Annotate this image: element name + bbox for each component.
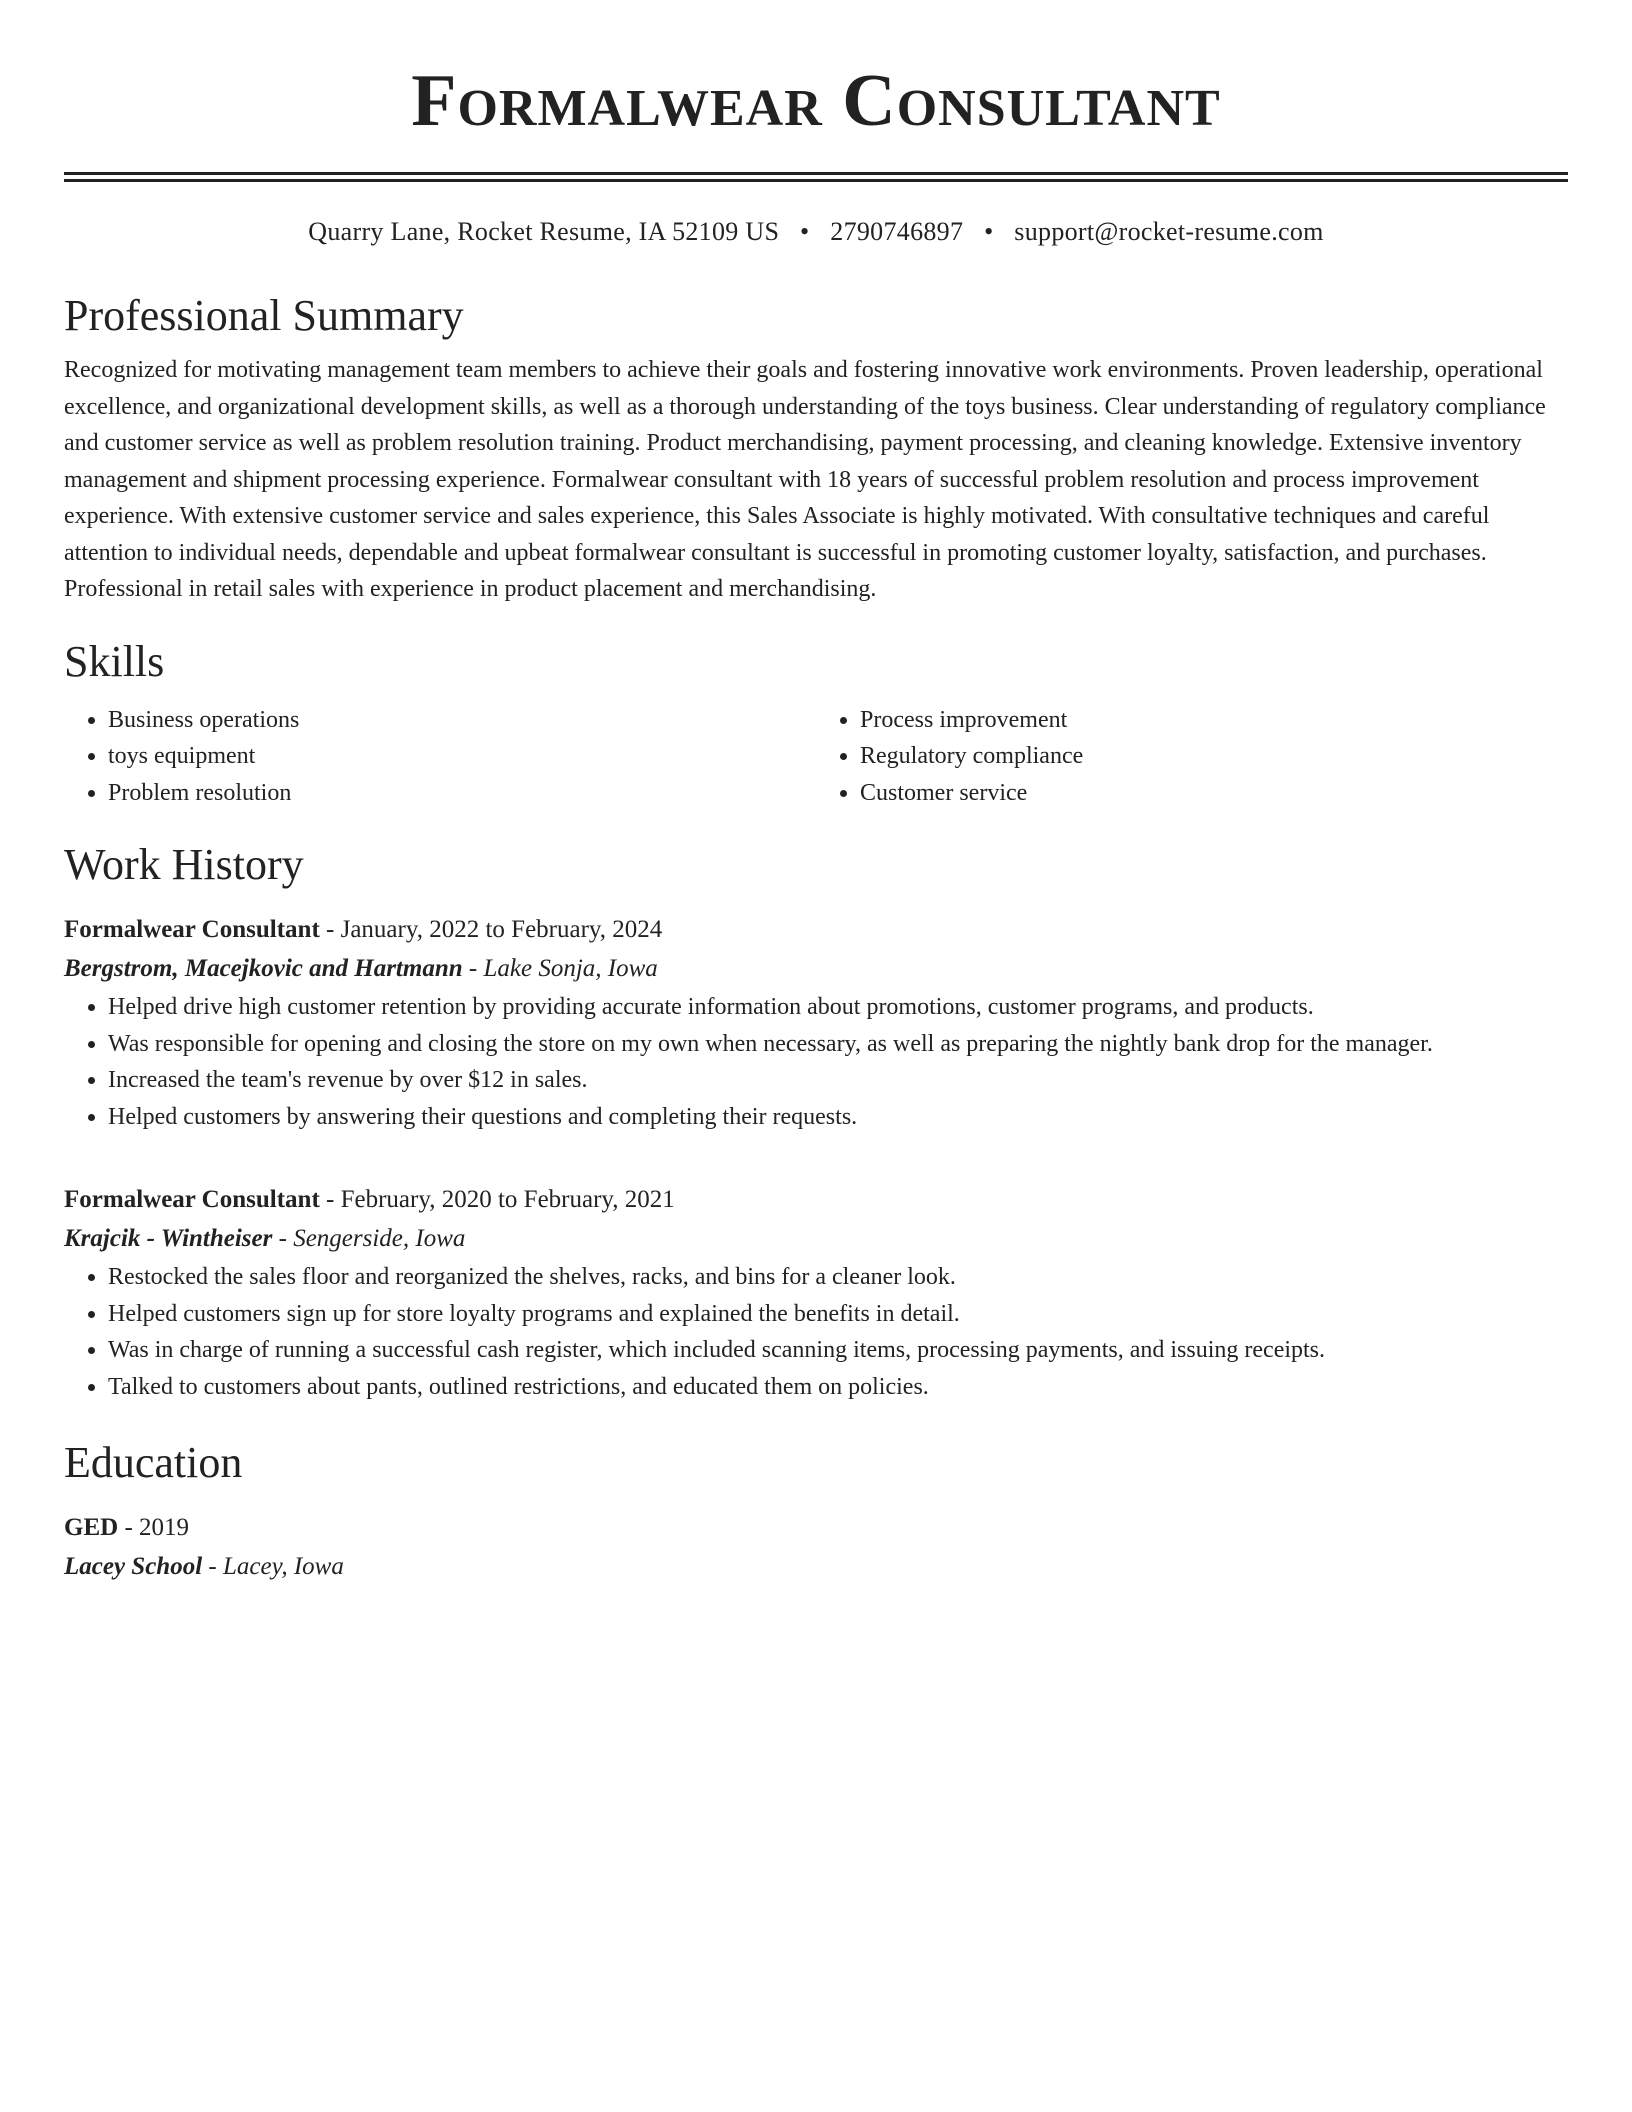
skills-column-left — [64, 702, 816, 812]
job-company-line — [64, 949, 1568, 989]
job-duties-list — [64, 1259, 1568, 1405]
header-double-rule — [64, 172, 1568, 182]
job-dash: - — [462, 955, 484, 982]
skill-item: • Customer service — [860, 775, 1568, 812]
contact-line — [64, 216, 1568, 248]
contact-phone: 2790746897 — [830, 217, 964, 246]
education-location: Lacey, Iowa — [223, 1553, 344, 1580]
education-dash: - — [118, 1514, 140, 1541]
job-role: Formalwear Consultant — [64, 916, 320, 943]
job-company: Krajcik - Wintheiser — [64, 1225, 273, 1252]
job-duty-item: • Was responsible for opening and closing the store on my own when necessary, as well as preparing the nightly bank drop for the manager. — [108, 1026, 1568, 1063]
job-entry — [64, 1181, 1568, 1405]
skill-item: • Business operations — [108, 702, 816, 739]
education-degree: GED — [64, 1514, 119, 1541]
job-dash: - — [319, 916, 341, 943]
job-duty-item: • Helped customers by answering their questions and completing their requests. — [108, 1099, 1568, 1136]
education-dash: - — [202, 1553, 223, 1580]
education-school-line — [64, 1547, 1568, 1587]
job-duty-item: • Increased the team's revenue by over $12 in sales. — [108, 1062, 1568, 1099]
contact-separator: • — [800, 217, 810, 246]
education-school: Lacey School — [64, 1553, 203, 1580]
education-heading: Education — [64, 1438, 243, 1487]
resume-name: Formalwear Consultant — [411, 60, 1221, 142]
job-location: Lake Sonja, Iowa — [483, 955, 658, 982]
summary-heading: Professional Summary — [64, 291, 464, 340]
skills-list — [64, 702, 1568, 812]
job-location: Sengerside, Iowa — [293, 1225, 466, 1252]
job-duty-item: • Helped drive high customer retention by providing accurate information about promotions, customer programs, and products. — [108, 989, 1568, 1026]
contact-email: support@rocket-resume.com — [1014, 217, 1324, 246]
skill-item: • toys equipment — [108, 738, 816, 775]
education-degree-line — [64, 1509, 1568, 1547]
job-dash: - — [272, 1225, 294, 1252]
job-role: Formalwear Consultant — [64, 1186, 320, 1213]
job-duty-item: • Restocked the sales floor and reorganized the shelves, racks, and bins for a cleaner look. — [108, 1259, 1568, 1296]
job-entry — [64, 911, 1568, 1135]
job-dates: January, 2022 to February, 2024 — [340, 916, 663, 943]
work-history-heading: Work History — [64, 840, 304, 889]
job-dates: February, 2020 to February, 2021 — [340, 1186, 675, 1213]
job-duty-item: • Helped customers sign up for store loyalty programs and explained the benefits in detail. — [108, 1296, 1568, 1333]
job-company: Bergstrom, Macejkovic and Hartmann — [64, 955, 463, 982]
job-duties-list — [64, 989, 1568, 1135]
skill-item: • Process improvement — [860, 702, 1568, 739]
summary-text: Recognized for motivating management team members to achieve their goals and fostering innovative work environments. Proven leadership, operational excellence, and organizational development skills, as well as a thorough understanding of the toys business. Clear understanding of regulatory compliance and customer service as well as problem resolution training. Product merchandising, payment processing, and cleaning knowledge. Extensive inventory management and shipment processing experience. Formalwear consultant with 18 years of successful problem resolution and process improvement experience. With extensive customer service and sales experience, this Sales Associate is highly motivated. With consultative techniques and careful attention to individual needs, dependable and upbeat formalwear consultant is successful in promoting customer loyalty, satisfaction, and purchases. Professional in retail sales with experience in product placement and merchandising. — [64, 357, 1546, 602]
education-year: 2019 — [139, 1514, 190, 1541]
job-duty-item: • Was in charge of running a successful cash register, which included scanning items, processing payments, and issuing receipts. — [108, 1332, 1568, 1369]
job-title-line — [64, 911, 1568, 949]
skills-heading: Skills — [64, 636, 165, 686]
contact-address: Quarry Lane, Rocket Resume, IA 52109 US — [308, 217, 780, 246]
job-company-line — [64, 1219, 1568, 1259]
skill-item: • Problem resolution — [108, 775, 816, 812]
skill-item: • Regulatory compliance — [860, 738, 1568, 775]
contact-separator: • — [984, 217, 994, 246]
job-duty-item: • Talked to customers about pants, outlined restrictions, and educated them on policies. — [108, 1369, 1568, 1406]
job-title-line — [64, 1181, 1568, 1219]
skills-column-right — [816, 702, 1568, 812]
job-dash: - — [319, 1186, 341, 1213]
